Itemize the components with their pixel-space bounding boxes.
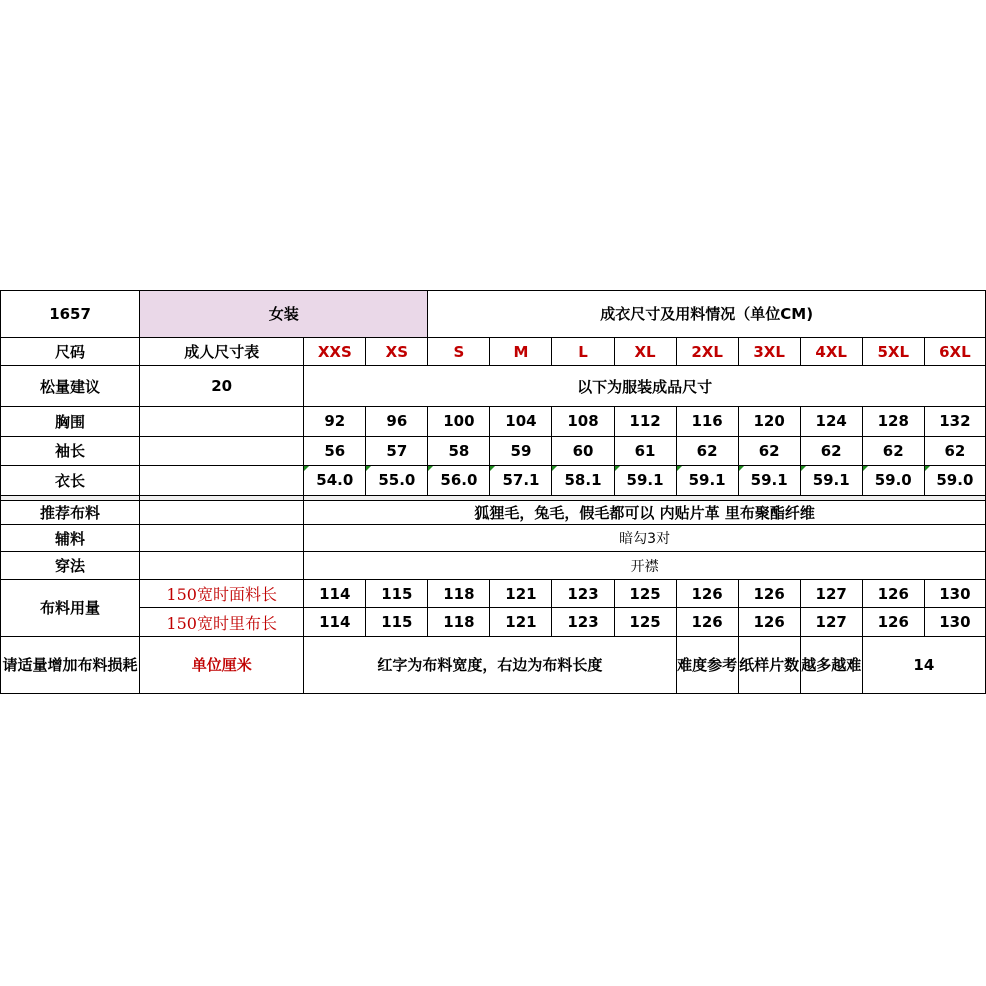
finished-size-note: 以下为服装成品尺寸 bbox=[304, 366, 986, 407]
size-header-cell: M bbox=[490, 337, 552, 365]
measurement-label: 衣长 bbox=[1, 466, 140, 496]
blank-cell bbox=[140, 466, 304, 496]
accessory-row bbox=[1, 525, 986, 552]
value-cell: 115 bbox=[366, 579, 428, 607]
value-cell: 62 bbox=[676, 436, 738, 466]
style-number: 1657 bbox=[1, 291, 140, 338]
chart-label: 成人尺寸表 bbox=[140, 337, 304, 365]
value-cell: 57 bbox=[366, 436, 428, 466]
value-cell: 124 bbox=[800, 407, 862, 437]
header-row bbox=[1, 291, 986, 338]
value-cell: 104 bbox=[490, 407, 552, 437]
table-title: 成衣尺寸及用料情况（单位CM) bbox=[428, 291, 986, 338]
size-row-label: 尺码 bbox=[1, 337, 140, 365]
loss-note: 请适量增加布料损耗 bbox=[1, 636, 140, 693]
size-row bbox=[1, 337, 986, 365]
size-chart-table bbox=[0, 290, 986, 694]
value-cell: 118 bbox=[428, 608, 490, 636]
measurement-row-chest bbox=[1, 407, 986, 437]
value-cell: 126 bbox=[738, 579, 800, 607]
ease-value: 20 bbox=[140, 366, 304, 407]
value-cell: 58.1 bbox=[552, 466, 614, 496]
value-cell: 114 bbox=[304, 608, 366, 636]
footer-row bbox=[1, 636, 986, 693]
blank-cell bbox=[140, 525, 304, 552]
value-cell: 100 bbox=[428, 407, 490, 437]
value-cell: 58 bbox=[428, 436, 490, 466]
size-header-cell: 3XL bbox=[738, 337, 800, 365]
blank-cell bbox=[140, 552, 304, 579]
more-harder-label: 越多越难 bbox=[800, 636, 862, 693]
measurement-label: 袖长 bbox=[1, 436, 140, 466]
value-cell: 57.1 bbox=[490, 466, 552, 496]
value-cell: 59.1 bbox=[614, 466, 676, 496]
value-cell: 115 bbox=[366, 608, 428, 636]
fabric-width-note: 红字为布料宽度，右边为布料长度 bbox=[304, 636, 676, 693]
value-cell: 96 bbox=[366, 407, 428, 437]
usage-label: 布料用量 bbox=[1, 579, 140, 636]
size-chart-sheet bbox=[0, 290, 986, 694]
value-cell: 130 bbox=[924, 579, 985, 607]
value-cell: 59.1 bbox=[738, 466, 800, 496]
value-cell: 118 bbox=[428, 579, 490, 607]
blank-cell bbox=[140, 407, 304, 437]
size-header-cell: S bbox=[428, 337, 490, 365]
value-cell: 126 bbox=[676, 608, 738, 636]
value-cell: 62 bbox=[738, 436, 800, 466]
size-header-cell: 2XL bbox=[676, 337, 738, 365]
value-cell: 59.0 bbox=[924, 466, 985, 496]
value-cell: 59.1 bbox=[676, 466, 738, 496]
value-cell: 126 bbox=[862, 579, 924, 607]
value-cell: 56 bbox=[304, 436, 366, 466]
value-cell: 108 bbox=[552, 407, 614, 437]
value-cell: 127 bbox=[800, 608, 862, 636]
value-cell: 62 bbox=[862, 436, 924, 466]
pattern-pieces-label: 纸样片数 bbox=[738, 636, 800, 693]
category-label: 女装 bbox=[140, 291, 428, 338]
value-cell: 62 bbox=[800, 436, 862, 466]
value-cell: 128 bbox=[862, 407, 924, 437]
wear-row bbox=[1, 552, 986, 579]
size-header-cell: XXS bbox=[304, 337, 366, 365]
measurement-row-sleeve bbox=[1, 436, 986, 466]
measurement-row-length bbox=[1, 466, 986, 496]
usage-row-label: 150宽时面料长 bbox=[140, 579, 304, 607]
pattern-count: 14 bbox=[862, 636, 985, 693]
accessory-value: 暗勾3对 bbox=[304, 525, 986, 552]
wear-value: 开襟 bbox=[304, 552, 986, 579]
value-cell: 59.1 bbox=[800, 466, 862, 496]
value-cell: 59.0 bbox=[862, 466, 924, 496]
fabric-row bbox=[1, 500, 986, 524]
value-cell: 112 bbox=[614, 407, 676, 437]
value-cell: 116 bbox=[676, 407, 738, 437]
size-header-cell: XS bbox=[366, 337, 428, 365]
value-cell: 59 bbox=[490, 436, 552, 466]
fabric-label: 推荐布料 bbox=[1, 500, 140, 524]
difficulty-label: 难度参考 bbox=[676, 636, 738, 693]
accessory-label: 辅料 bbox=[1, 525, 140, 552]
blank-cell bbox=[140, 436, 304, 466]
size-header-cell: XL bbox=[614, 337, 676, 365]
value-cell: 130 bbox=[924, 608, 985, 636]
measurement-label: 胸围 bbox=[1, 407, 140, 437]
value-cell: 121 bbox=[490, 579, 552, 607]
value-cell: 126 bbox=[738, 608, 800, 636]
ease-label: 松量建议 bbox=[1, 366, 140, 407]
ease-row bbox=[1, 366, 986, 407]
value-cell: 127 bbox=[800, 579, 862, 607]
size-header-cell: 6XL bbox=[924, 337, 985, 365]
value-cell: 126 bbox=[676, 579, 738, 607]
usage-row-lining bbox=[1, 608, 986, 636]
value-cell: 61 bbox=[614, 436, 676, 466]
value-cell: 54.0 bbox=[304, 466, 366, 496]
value-cell: 114 bbox=[304, 579, 366, 607]
value-cell: 62 bbox=[924, 436, 985, 466]
value-cell: 60 bbox=[552, 436, 614, 466]
fabric-value: 狐狸毛，兔毛，假毛都可以 内贴片革 里布聚酯纤维 bbox=[304, 500, 986, 524]
value-cell: 132 bbox=[924, 407, 985, 437]
value-cell: 92 bbox=[304, 407, 366, 437]
value-cell: 120 bbox=[738, 407, 800, 437]
value-cell: 123 bbox=[552, 608, 614, 636]
unit-label: 单位厘米 bbox=[140, 636, 304, 693]
usage-row-outer bbox=[1, 579, 986, 607]
value-cell: 56.0 bbox=[428, 466, 490, 496]
value-cell: 125 bbox=[614, 579, 676, 607]
wear-label: 穿法 bbox=[1, 552, 140, 579]
value-cell: 121 bbox=[490, 608, 552, 636]
value-cell: 126 bbox=[862, 608, 924, 636]
value-cell: 125 bbox=[614, 608, 676, 636]
size-header-cell: 5XL bbox=[862, 337, 924, 365]
size-header-cell: L bbox=[552, 337, 614, 365]
blank-cell bbox=[140, 500, 304, 524]
value-cell: 55.0 bbox=[366, 466, 428, 496]
value-cell: 123 bbox=[552, 579, 614, 607]
usage-row-label: 150宽时里布长 bbox=[140, 608, 304, 636]
size-header-cell: 4XL bbox=[800, 337, 862, 365]
